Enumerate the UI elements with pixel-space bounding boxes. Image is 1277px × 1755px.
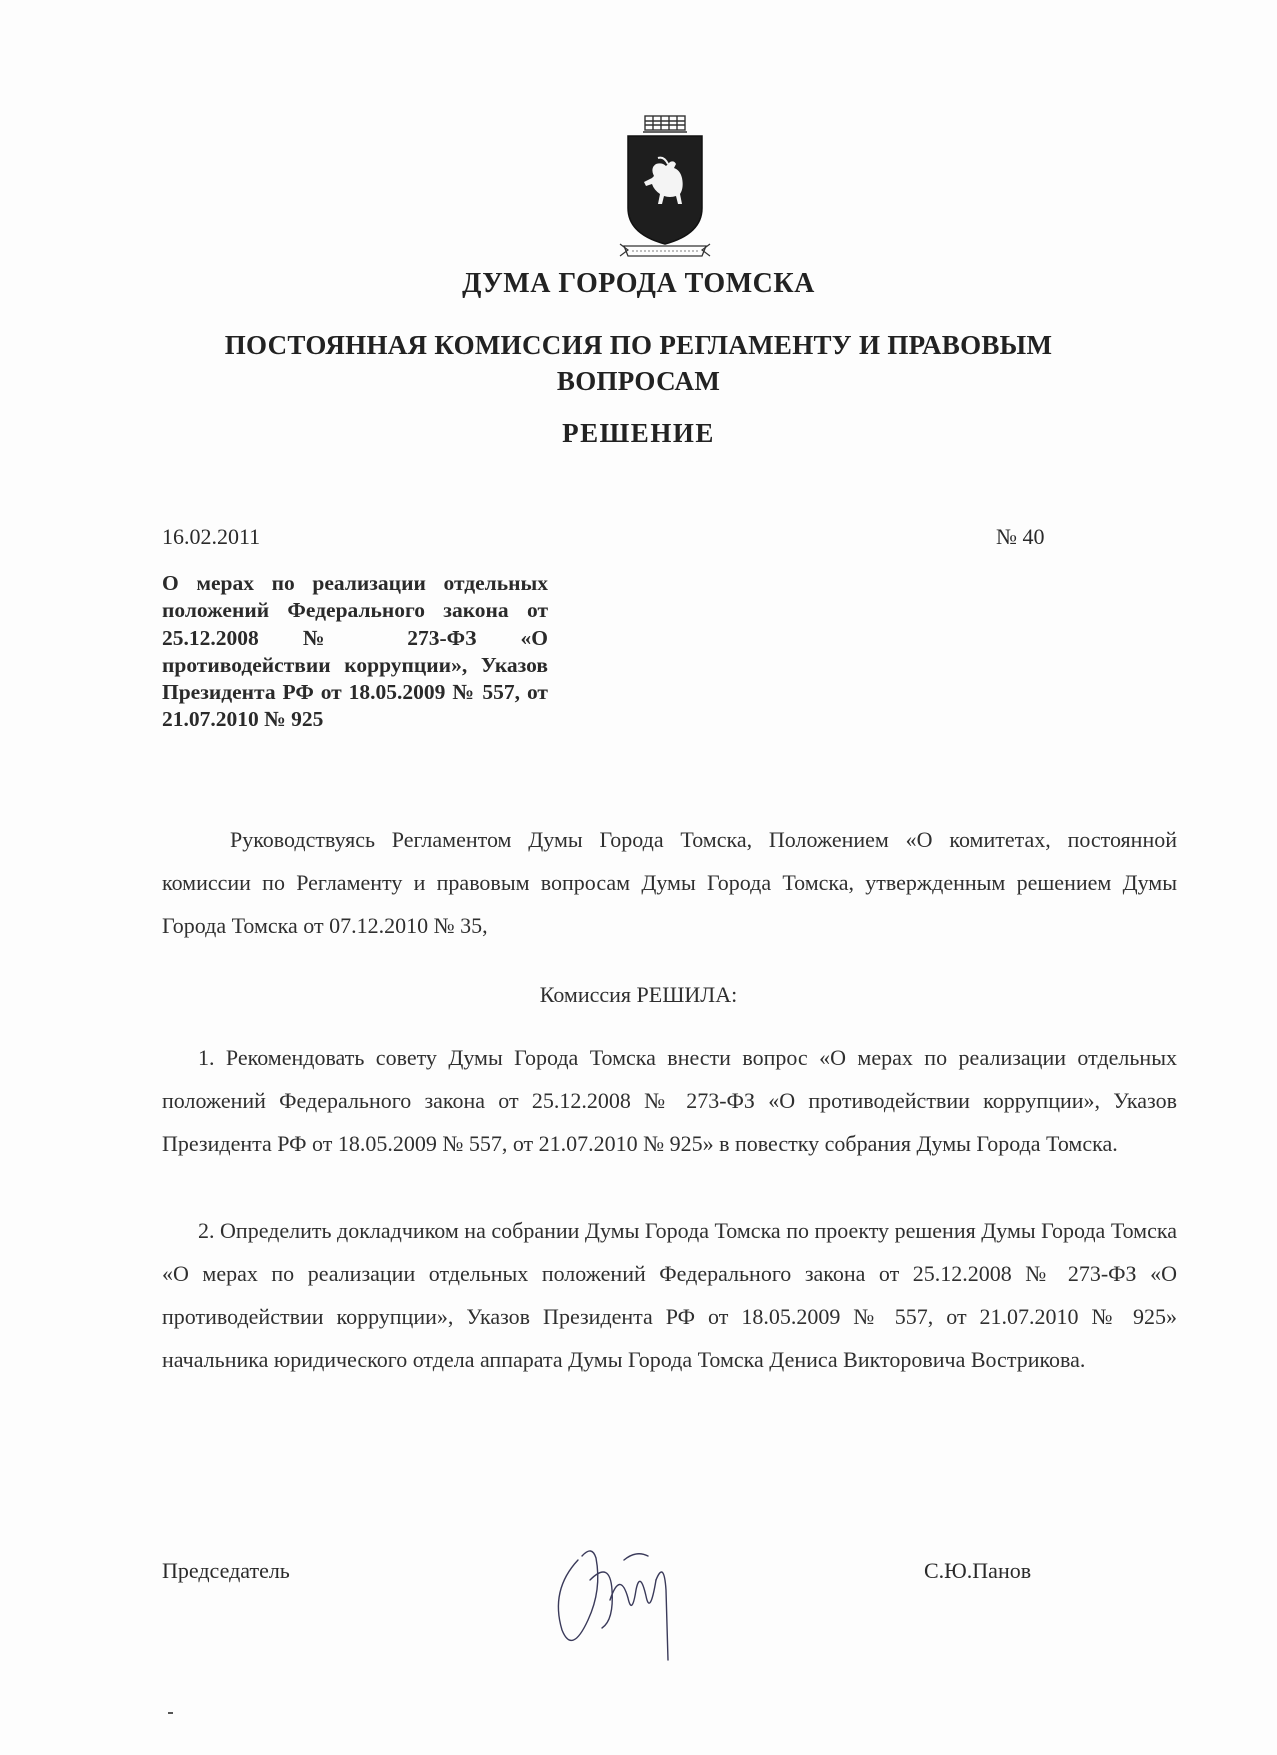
decision-number: № 40: [996, 524, 1045, 549]
decision-date: 16.02.2011: [162, 524, 261, 549]
tomsk-coat-of-arms-icon: [610, 112, 720, 262]
decision-subject: О мерах по реализации отдельных положений Федерального закона от 25.12.2008 № 273-ФЗ «О противодействии коррупции», Указов Президента РФ от 18.05.2009 № 557, от 21.07.2010 № 925: [162, 571, 548, 732]
commission-title-line1: ПОСТОЯННАЯ КОМИССИЯ ПО РЕГЛАМЕНТУ И ПРАВОВЫМ: [224, 330, 1053, 360]
duma-title: ДУМА ГОРОДА ТОМСКА: [462, 268, 815, 299]
decision-item-2: 2. Определить докладчиком на собрании Думы Города Томска по проекту решения Думы Города Томска «О мерах по реализации отдельных положений Федерального закона от 25.12.2008 № 273-ФЗ «О противодействии коррупции», Указов Президента РФ от 18.05.2009 № 557, от 21.07.2010 № 925» начальника юридического отдела аппарата Думы Города Томска Дениса Викторовича Вострикова.: [162, 1218, 1177, 1372]
decision-item-1: 1. Рекомендовать совету Думы Города Томска внести вопрос «О мерах по реализации отдельных положений Федерального закона от 25.12.2008 № 273-ФЗ «О противодействии коррупции», Указов Президента РФ от 18.05.2009 № 557, от 21.07.2010 № 925» в повестку собрания Думы Города Томска.: [162, 1045, 1177, 1156]
commission-title: [0, 327, 1277, 399]
resolved-heading: Комиссия РЕШИЛА:: [539, 982, 738, 1007]
commission-title-line2: ВОПРОСАМ: [556, 366, 721, 396]
chair-name: С.Ю.Панов: [924, 1558, 1032, 1583]
chair-label: Председатель: [162, 1558, 290, 1583]
decision-title: РЕШЕНИЕ: [562, 418, 715, 448]
scan-speck: [168, 1712, 173, 1714]
intro-paragraph: Руководствуясь Регламентом Думы Города Томска, Положением «О комитетах, постоянной комиссии по Регламенту и правовым вопросам Думы Города Томска, утвержденным решением Думы Города Томска от 07.12.2010 № 35,: [162, 827, 1177, 938]
handwritten-signature-icon: [540, 1520, 710, 1670]
